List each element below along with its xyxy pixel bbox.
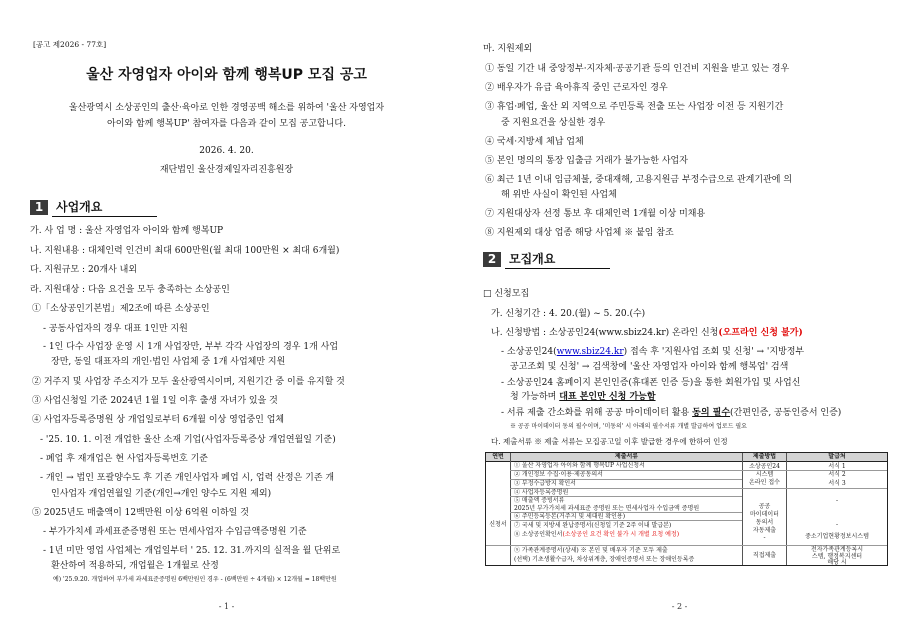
line-ga: 가. 사 업 명 : 울산 자영업자 아이와 함께 행복UP	[30, 226, 224, 236]
doc-row-6: ⑥ 주민등록등본(거주지 및 세대원 확인용)	[514, 513, 626, 520]
group-label: 신청서	[489, 521, 507, 528]
page-number-2: - 2 -	[671, 602, 688, 611]
docs-heading: 다. 제출서류 ※ 제출 서류는 모집공고일 이후 발급한 경우에 한하여 인정	[491, 437, 728, 446]
method-online-1: 소상공인24	[749, 463, 780, 470]
req-4-sub-b: - 폐업 후 재개업은 현 사업자등록번호 기준	[40, 454, 209, 464]
doc-row-1: ① 울산 자영업자 아이와 함께 행복UP 사업신청서	[514, 462, 645, 469]
req-4-sub-c-cont: 인사업자 개업연월일 기준(개인→개인 양수도 지원 제외)	[51, 489, 272, 499]
method-direct: 직접제출	[752, 552, 777, 559]
notice-number: [공고 제2026 - 77호]	[33, 40, 107, 49]
section-2-title: 모집개요	[509, 252, 556, 266]
apply-method: 나. 신청방법 : 소상공인24(www.sbiz24.kr) 온라인 신청(오프라인 신청 불가)	[491, 328, 803, 338]
issuer-form-3: 서식 3	[828, 480, 846, 487]
method-online-2: 시스템	[755, 471, 774, 478]
req-5-sub-b: - 1년 미만 영업 사업체는 개업일부터 ' 25. 12. 31.까지의 실적을 월 단위로	[43, 546, 341, 556]
method-step-3: - 서류 제출 간소화를 위해 공공 마이데이터 활용 동의 필수(간편인증, 공동인증서 인증)	[501, 408, 842, 418]
line-da: 다. 지원규모 : 20개사 내외	[30, 265, 138, 275]
doc-row-7: ⑦ 국세 및 지방세 완납증명서(신청일 기준 2주 이내 발급본)	[514, 522, 672, 529]
section-2-underline	[505, 268, 610, 269]
exclusion-6: ⑥ 최근 1년 이내 임금체불, 중대재해, 고용지원금 부정수급으로 관계기관에 의	[485, 175, 793, 185]
method-mydata-3: 동의서	[755, 519, 774, 526]
exclusion-6-cont: 해 위반 사실이 확인된 사업체	[501, 190, 617, 200]
method-step-2-cont: 청 가능하며 대표 본인만 신청 가능함	[510, 392, 656, 402]
section-1-title: 사업개요	[56, 200, 103, 214]
apply-period: 가. 신청기간 : 4. 20.(월) ~ 5. 20.(수)	[491, 309, 646, 319]
page-2	[453, 0, 906, 637]
req-4: ④ 사업자등록증명원 상 개업일로부터 6개월 이상 영업중인 업체	[32, 415, 285, 425]
issuer-gov-1: 전자가족관계등록시	[810, 546, 864, 553]
exclusion-3-cont: 중 지원요건을 상실한 경우	[501, 118, 606, 128]
exclusion-3: ③ 휴업·폐업, 울산 외 지역으로 주민등록 전출 또는 사업장 이전 등 지원기간	[485, 102, 784, 112]
issuer-dash-a: -	[835, 497, 839, 504]
sbiz24-link[interactable]: www.sbiz24.kr	[556, 347, 624, 357]
req-1: ①「소상공인기본법」제2조에 따른 소상공인	[32, 304, 210, 314]
exclusion-1: ① 동일 기간 내 중앙정부·지자체·공공기관 등의 인건비 지원을 받고 있는 경우	[485, 64, 790, 74]
documents-table	[485, 452, 888, 566]
exclusion-8: ⑧ 지원제외 대상 업종 해당 사업체 ※ 붙임 참조	[485, 228, 674, 238]
exclusion-heading: 마. 지원제외	[483, 44, 533, 54]
method-online-3: 온라인 접수	[749, 479, 780, 486]
issuer: 재단법인 울산경제일자리진흥원장	[159, 165, 294, 175]
req-1-sub-b: - 1인 다수 사업장 운영 시 1개 사업장만, 부부 각각 사업장의 경우 1개 사업	[43, 342, 339, 352]
issuer-form-1: 서식 1	[828, 463, 846, 470]
doc-row-5-detail: 2025년 부가가치세 과세표준 증명원 또는 면세사업자 수입금액 증명원	[514, 505, 700, 512]
exclusion-7: ⑦ 지원대상자 선정 통보 후 대체인력 1개월 이상 미채용	[485, 209, 706, 219]
method-mydata-2: 마이데이터	[750, 511, 779, 518]
issuer-gov-2: 스템, 행정복지센터	[811, 553, 863, 560]
req-5: ⑤ 2025년도 매출액이 12백만원 이상 6억원 이하일 것	[32, 508, 249, 518]
exclusion-4: ④ 국세·지방세 체납 업체	[485, 137, 584, 147]
doc-row-3: ③ 부정수급방지 확인서	[514, 480, 576, 487]
req-3: ③ 사업신청일 기준 2024년 1월 1일 이후 출생 자녀가 있을 것	[32, 396, 278, 406]
issuer-smba: 중소기업현황정보시스템	[805, 533, 869, 540]
mydata-note: ※ 공공 마이데이터 동의 필수이며, '미동의' 시 아래의 필수서류 개별 발급하여 업로드 필요	[510, 423, 747, 430]
section-2-number: 2	[483, 252, 501, 267]
issuer-form-2: 서식 2	[828, 471, 846, 478]
doc-row-4: ④ 사업자등록증명원	[514, 489, 569, 496]
notice-date: 2026. 4. 20.	[199, 146, 254, 156]
doc-row-9: ⑨ 가족관계증명서(상세) ※ 본인 및 배우자 기준 모두 제출	[514, 547, 668, 554]
req-1-sub-a: - 공동사업자의 경우 대표 1인만 지원	[43, 324, 188, 334]
section-1-underline	[52, 216, 157, 217]
req-4-sub-c: - 개인 → 법인 포괄양수도 후 기존 개인사업자 폐업 시, 업력 산정은 기존 개	[40, 473, 335, 483]
exclusion-2: ② 배우자가 유급 육아휴직 중인 근로자인 경우	[485, 83, 668, 93]
page-number-1: - 1 -	[218, 602, 235, 611]
doc-row-5: ⑤ 매출액 증빙서류	[514, 497, 565, 504]
issuer-gov-3: 해당 시	[827, 559, 847, 566]
req-5-sub-a: - 부가가치세 과세표준증명원 또는 면세사업자 수입금액증명원 기준	[43, 527, 307, 537]
doc-row-2: ② 개인정보 수집·이용·제공동의서	[514, 471, 603, 478]
header-doc: 제출서류	[614, 453, 639, 460]
req-5-sub-b-cont: 환산하여 적용하되, 개업월은 1개월로 산정	[51, 561, 219, 571]
intro-line-1: 울산광역시 소상공인의 출산·육아로 인한 경영공백 해소를 위하여 '울산 자영업자	[68, 103, 385, 113]
method-mydata-4: 자동제출	[752, 527, 777, 534]
line-ra: 라. 지원대상 : 다음 요건을 모두 충족하는 소상공인	[30, 285, 230, 295]
method-dash: -	[763, 534, 766, 541]
header-method: 제출방법	[752, 453, 777, 460]
section-1-number: 1	[30, 200, 48, 215]
method-step-2: - 소상공인24 홈페이지 본인인증(휴대폰 인증 등)을 통한 회원가입 및 사업신	[501, 378, 801, 388]
header-no: 연번	[492, 453, 504, 460]
header-issuer: 발급처	[828, 453, 846, 460]
req-1-sub-b-cont: 장만, 동일 대표자의 개인·법인 사업체 중 1개 사업체만 지원	[51, 357, 286, 367]
apply-heading: □ 신청모집	[483, 289, 530, 299]
req-4-sub-a: - '25. 10. 1. 이전 개업한 울산 소재 기업(사업자등록증상 개업연월일 기준)	[40, 435, 336, 445]
method-step-1: - 소상공인24(www.sbiz24.kr) 접속 후 '지원사업 조회 및 신청' → '지방정부	[501, 347, 805, 357]
doc-row-8: ⑧ 소상공인확인서(소상공인 요건 확인 불가 시 개별 요청 예정)	[514, 531, 680, 538]
doc-row-optional: (선택) 기초생활수급자, 차상위계층, 장애인증명서 또는 장애인등록증	[514, 556, 695, 563]
req-2: ② 거주지 및 사업장 주소지가 모두 울산광역시이며, 지원기간 중 이를 유지할 것	[32, 377, 345, 387]
intro-line-2: 아이와 함께 행복UP' 참여자를 다음과 같이 모집 공고합니다.	[107, 119, 346, 129]
req-5-example: 예) '25.9.20. 개업하여 부가세 과세표준증명원 6백만원인 경우 - (6백만원 ÷ 4개월) × 12개월 = 18백만원	[53, 576, 337, 583]
method-step-1-cont: 공고조회 및 신청' → 검색창에 '울산 자영업자 아이와 함께 행복업' 검색	[510, 362, 789, 372]
issuer-dash-b: -	[835, 521, 839, 528]
exclusion-5: ⑤ 본인 명의의 통장 입출금 거래가 불가능한 사업자	[485, 156, 688, 166]
line-na: 나. 지원내용 : 대체인력 인건비 최대 600만원(월 최대 100만원 × 최대 6개월)	[30, 246, 340, 256]
method-mydata-1: 공공	[758, 503, 771, 510]
page-title: 울산 자영업자 아이와 함께 행복UP 모집 공고	[86, 67, 367, 83]
